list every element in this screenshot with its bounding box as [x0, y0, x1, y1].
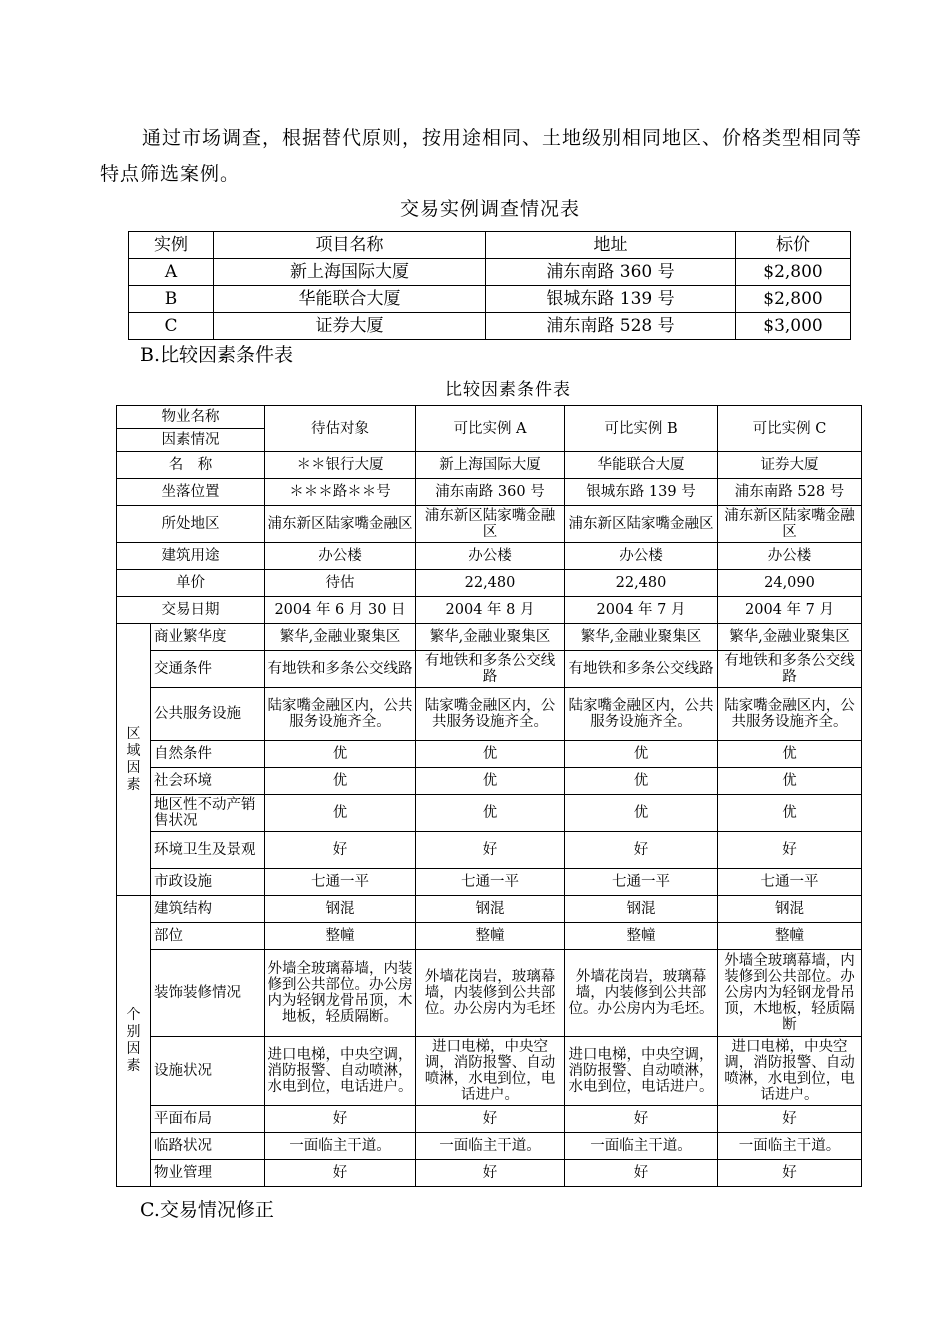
- table-cell: 办公楼: [265, 543, 416, 570]
- table-cell: 繁华,金融业聚集区: [416, 624, 565, 651]
- table-row: [117, 570, 862, 597]
- table-row: [117, 543, 862, 570]
- table-row: [117, 624, 862, 651]
- table-row: [117, 1133, 862, 1160]
- table-cell: 证券大厦: [214, 313, 486, 340]
- table-cell: 华能联合大厦: [214, 286, 486, 313]
- row-label: 交易日期: [117, 597, 265, 624]
- table-cell: $2,800: [736, 286, 851, 313]
- row-label: 建筑用途: [117, 543, 265, 570]
- table-cell: 七通一平: [265, 869, 416, 896]
- factor-label: 环境卫生及景观: [151, 832, 265, 869]
- table-row: [129, 313, 851, 340]
- factor-label: 设施状况: [151, 1037, 265, 1106]
- table-cell: 陆家嘴金融区内，公共服务设施齐全。: [565, 688, 718, 741]
- factor-label: 交通条件: [151, 651, 265, 688]
- table-cell: 好: [565, 832, 718, 869]
- table-cell: 浦东南路 528 号: [718, 479, 862, 506]
- table-cell: 浦东新区陆家嘴金融区: [718, 506, 862, 543]
- header-cell: 实例: [129, 232, 214, 259]
- table-cell: 一面临主干道。: [265, 1133, 416, 1160]
- table-cell: 优: [265, 741, 416, 768]
- table-cell: 好: [265, 1106, 416, 1133]
- table-cell: 浦东新区陆家嘴金融区: [416, 506, 565, 543]
- table-cell: 银城东路 139 号: [565, 479, 718, 506]
- table-row: [117, 741, 862, 768]
- table-cell: 优: [565, 795, 718, 832]
- header-cell: 项目名称: [214, 232, 486, 259]
- table-cell: 七通一平: [416, 869, 565, 896]
- table-cell: 外墙花岗岩，玻璃幕墙，内装修到公共部位。办公房内为毛坯。: [565, 950, 718, 1037]
- table-cell: 钢混: [718, 896, 862, 923]
- table-cell: 繁华,金融业聚集区: [265, 624, 416, 651]
- factor-label: 市政设施: [151, 869, 265, 896]
- table-cell: 浦东新区陆家嘴金融区: [565, 506, 718, 543]
- table-cell: 整幢: [265, 923, 416, 950]
- table-cell: 2004 年 6 月 30 日: [265, 597, 416, 624]
- factor-label: 部位: [151, 923, 265, 950]
- table-cell: 好: [718, 832, 862, 869]
- table-cell: 外墙全玻璃幕墙，内装修到公共部位。办公房内为轻钢龙骨吊顶，木地板，轻质隔断: [718, 950, 862, 1037]
- table-cell: 整幢: [718, 923, 862, 950]
- table-cell: 进口电梯，中央空调，消防报警、自动喷淋，水电到位，电话进户。: [265, 1037, 416, 1106]
- table-cell: ＊＊＊路＊＊号: [265, 479, 416, 506]
- table-cell: 2004 年 7 月: [718, 597, 862, 624]
- comparison-factors-table: [116, 405, 862, 1187]
- table-row: [117, 688, 862, 741]
- table-cell: 证券大厦: [718, 452, 862, 479]
- regional-category-label: 区域因素: [126, 725, 141, 793]
- table-cell: 优: [265, 795, 416, 832]
- factor-label: 平面布局: [151, 1106, 265, 1133]
- table-row: [117, 923, 862, 950]
- table-cell: 进口电梯，中央空调，消防报警、自动喷淋，水电到位，电话进户。: [416, 1037, 565, 1106]
- table-cell: 进口电梯，中央空调，消防报警、自动喷淋，水电到位，电话进户。: [718, 1037, 862, 1106]
- table-cell: 优: [416, 795, 565, 832]
- table-row: [117, 896, 862, 923]
- table-cell: 钢混: [265, 896, 416, 923]
- table-cell: 2004 年 7 月: [565, 597, 718, 624]
- section-c-heading: C.交易情况修正: [140, 1199, 274, 1221]
- factor-label: 物业管理: [151, 1160, 265, 1187]
- table-cell: $3,000: [736, 313, 851, 340]
- table-cell: 办公楼: [565, 543, 718, 570]
- table-row: [129, 259, 851, 286]
- table-cell: 七通一平: [565, 869, 718, 896]
- table-row: [117, 1037, 862, 1106]
- table-cell: 办公楼: [718, 543, 862, 570]
- table-cell: 陆家嘴金融区内，公共服务设施齐全。: [416, 688, 565, 741]
- table-cell: 一面临主干道。: [565, 1133, 718, 1160]
- table-row: [117, 768, 862, 795]
- factor-label: 自然条件: [151, 741, 265, 768]
- table-cell: 华能联合大厦: [565, 452, 718, 479]
- header-cell: 标价: [736, 232, 851, 259]
- column-header: 可比实例 A: [416, 406, 565, 452]
- table-cell: 外墙全玻璃幕墙，内装修到公共部位。办公房内为轻钢龙骨吊顶，木地板，轻质隔断。: [265, 950, 416, 1037]
- table-cell: 优: [416, 741, 565, 768]
- table-cell: 好: [565, 1160, 718, 1187]
- table-cell: 22,480: [565, 570, 718, 597]
- table-cell: 好: [565, 1106, 718, 1133]
- row-label: 单价: [117, 570, 265, 597]
- row-label: 名 称: [117, 452, 265, 479]
- table-cell: 有地铁和多条公交线路: [265, 651, 416, 688]
- table1-title: 交易实例调查情况表: [399, 198, 580, 220]
- table-cell: 优: [718, 768, 862, 795]
- table-cell: 钢混: [416, 896, 565, 923]
- table-row: [117, 795, 862, 832]
- table-cell: 一面临主干道。: [416, 1133, 565, 1160]
- table-cell: ＊＊银行大厦: [265, 452, 416, 479]
- table-cell: 好: [718, 1160, 862, 1187]
- table-cell: 待估: [265, 570, 416, 597]
- factor-label: 公共服务设施: [151, 688, 265, 741]
- table-cell: 优: [416, 768, 565, 795]
- table-cell: 繁华,金融业聚集区: [718, 624, 862, 651]
- individual-factors-category: [117, 896, 151, 1187]
- table-cell: 好: [265, 1160, 416, 1187]
- table-cell: A: [129, 259, 214, 286]
- table2-title: 比较因素条件表: [445, 380, 571, 400]
- column-header: 待估对象: [265, 406, 416, 452]
- table-cell: 繁华,金融业聚集区: [565, 624, 718, 651]
- table-cell: 陆家嘴金融区内，公共服务设施齐全。: [718, 688, 862, 741]
- section-b-heading: B.比较因素条件表: [140, 344, 294, 366]
- table-cell: 浦东南路 528 号: [486, 313, 736, 340]
- header-cell: 地址: [486, 232, 736, 259]
- factor-label: 地区性不动产销售状况: [151, 795, 265, 832]
- table-row: [117, 1160, 862, 1187]
- transaction-survey-table: [128, 231, 851, 340]
- factor-label: 社会环境: [151, 768, 265, 795]
- table-cell: 好: [416, 832, 565, 869]
- table-header-row: [117, 406, 862, 429]
- table-cell: B: [129, 286, 214, 313]
- table-row: [129, 286, 851, 313]
- individual-category-label: 个别因素: [126, 1007, 141, 1074]
- table-cell: 银城东路 139 号: [486, 286, 736, 313]
- factor-label: 装饰装修情况: [151, 950, 265, 1037]
- table-cell: 整幢: [416, 923, 565, 950]
- table-cell: C: [129, 313, 214, 340]
- table-cell: 浦东新区陆家嘴金融区: [265, 506, 416, 543]
- table-row: [117, 869, 862, 896]
- regional-factors-category: [117, 624, 151, 896]
- header-factor-situation: 因素情况: [117, 429, 265, 452]
- table-cell: 新上海国际大厦: [214, 259, 486, 286]
- table-cell: 优: [718, 741, 862, 768]
- row-label: 所处地区: [117, 506, 265, 543]
- table-cell: 22,480: [416, 570, 565, 597]
- table-cell: 优: [265, 768, 416, 795]
- header-property-name: 物业名称: [117, 406, 265, 429]
- table-cell: 有地铁和多条公交线路: [565, 651, 718, 688]
- table-cell: 进口电梯，中央空调，消防报警、自动喷淋，水电到位，电话进户。: [565, 1037, 718, 1106]
- intro-paragraph: 通过市场调查，根据替代原则，按用途相同、土地级别相同地区、价格类型相同等特点筛选案例。: [100, 127, 863, 185]
- table-cell: 浦东南路 360 号: [416, 479, 565, 506]
- table-cell: 2004 年 8 月: [416, 597, 565, 624]
- table-cell: 钢混: [565, 896, 718, 923]
- factor-label: 建筑结构: [151, 896, 265, 923]
- table-row: [117, 597, 862, 624]
- table-cell: 好: [718, 1106, 862, 1133]
- table-cell: 好: [416, 1160, 565, 1187]
- column-header: 可比实例 B: [565, 406, 718, 452]
- table-cell: 有地铁和多条公交线路: [416, 651, 565, 688]
- column-header: 可比实例 C: [718, 406, 862, 452]
- row-label: 坐落位置: [117, 479, 265, 506]
- table-row: [117, 506, 862, 543]
- table-cell: 陆家嘴金融区内，公共服务设施齐全。: [265, 688, 416, 741]
- table-row: [117, 479, 862, 506]
- table-cell: 24,090: [718, 570, 862, 597]
- table-cell: 新上海国际大厦: [416, 452, 565, 479]
- table-cell: 外墙花岗岩，玻璃幕墙，内装修到公共部位。办公房内为毛坯: [416, 950, 565, 1037]
- table-cell: $2,800: [736, 259, 851, 286]
- table-cell: 有地铁和多条公交线路: [718, 651, 862, 688]
- table-cell: 优: [565, 741, 718, 768]
- table-cell: 七通一平: [718, 869, 862, 896]
- factor-label: 商业繁华度: [151, 624, 265, 651]
- table-header-row: [129, 232, 851, 259]
- table-row: [117, 832, 862, 869]
- table-cell: 办公楼: [416, 543, 565, 570]
- table-cell: 好: [416, 1106, 565, 1133]
- table-cell: 整幢: [565, 923, 718, 950]
- table-row: [117, 1106, 862, 1133]
- table-row: [117, 651, 862, 688]
- table-cell: 优: [565, 768, 718, 795]
- table-cell: 浦东南路 360 号: [486, 259, 736, 286]
- factor-label: 临路状况: [151, 1133, 265, 1160]
- table-row: [117, 950, 862, 1037]
- table-cell: 一面临主干道。: [718, 1133, 862, 1160]
- table-cell: 好: [265, 832, 416, 869]
- table-row: [117, 452, 862, 479]
- table-cell: 优: [718, 795, 862, 832]
